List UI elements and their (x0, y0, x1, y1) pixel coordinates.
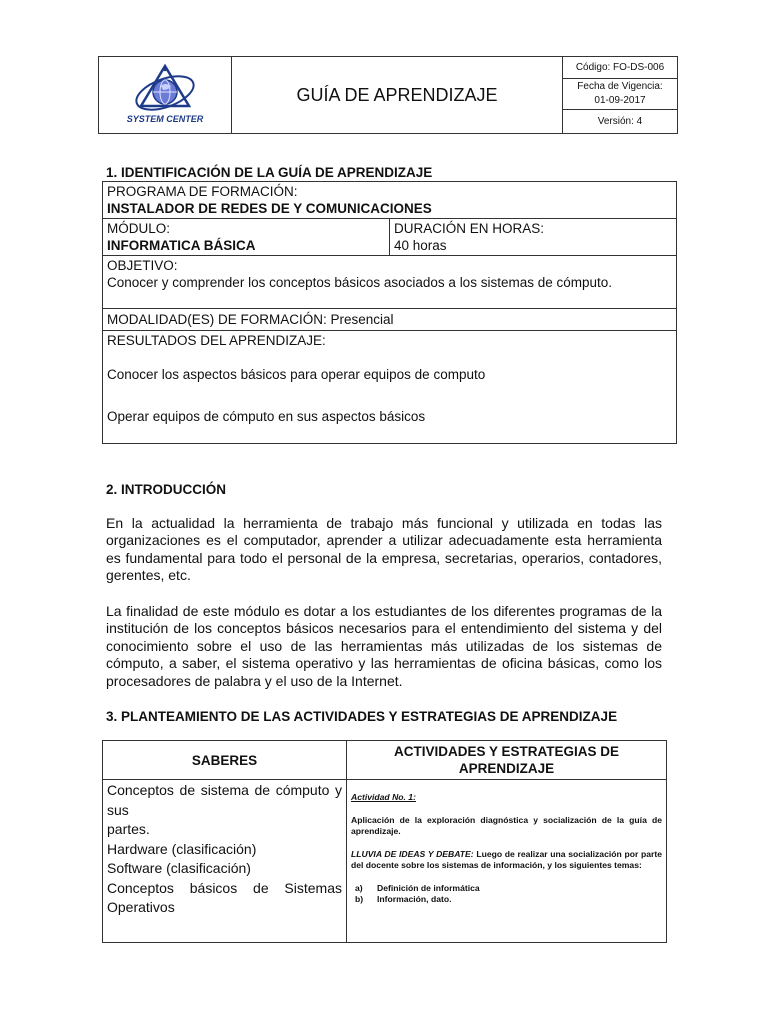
document-code: Código: FO-DS-006 (563, 57, 678, 79)
system-center-logo (117, 60, 213, 126)
section1-heading: 1. IDENTIFICACIÓN DE LA GUÍA DE APRENDIZAJE (106, 165, 433, 180)
activities-table (102, 740, 667, 943)
saberes-line: Conceptos básicos de Sistemas (107, 879, 342, 896)
objective-value: Conocer y comprender los conceptos básicos asociados a los sistemas de cómputo. (107, 275, 613, 290)
program-value: INSTALADOR DE REDES DE Y COMUNICACIONES (107, 201, 432, 216)
saberes-line: Hardware (clasificación) (107, 840, 257, 857)
document-header (98, 56, 678, 134)
list-marker: a) (355, 882, 363, 893)
saberes-line: partes. (107, 821, 150, 837)
activity-strategy (351, 849, 662, 872)
results-cell (103, 331, 677, 444)
module-cell (103, 219, 390, 256)
result-item: Conocer los aspectos básicos para operar equipos de computo (107, 367, 486, 382)
saberes-cell (103, 780, 347, 943)
activities-cell (347, 780, 667, 943)
intro-paragraph: La finalidad de este módulo es dotar a los estudiantes de los diferentes programas de la institución de los conceptos básicos necesarios para el entendimiento del sistema y del conocimiento sobre el uso de las herramientas más utilizadas de los sistemas de cómputo, a saber, el sistema operativo y las herramientas de oficina básicas, como los procesadores de palabra y el uso de la Internet. (106, 603, 662, 689)
strategy-text: Luego de realizar una socialización por parte del docente sobre los sistemas de información, y los siguientes temas: (351, 848, 662, 870)
section3-heading: 3. PLANTEAMIENTO DE LAS ACTIVIDADES Y ESTRATEGIAS DE APRENDIZAJE (106, 709, 618, 724)
strategy-label: LLUVIA DE IDEAS Y DEBATE: (351, 848, 474, 859)
logo-cell (99, 57, 232, 134)
list-item-text: Definición de informática (377, 882, 480, 893)
validity-cell (563, 79, 678, 110)
duration-value: 40 horas (394, 238, 447, 253)
objective-cell (103, 256, 677, 309)
results-label: RESULTADOS DEL APRENDIZAJE: (107, 333, 326, 348)
list-marker: b) (355, 894, 364, 904)
column-header-actividades: ACTIVIDADES Y ESTRATEGIAS DE APRENDIZAJE (347, 741, 667, 780)
validity-date: 01-09-2017 (594, 95, 646, 106)
list-item (355, 894, 662, 906)
intro-paragraph: En la actualidad la herramienta de trabajo más funcional y utilizada en todas las organizaciones es el computador, aprender a utilizar adecuadamente esta herramienta es fundamental para todo el personal de la empresa, secretarias, operarios, contadores, gerentes, etc. (106, 515, 662, 584)
section2-heading: 2. INTRODUCCIÓN (106, 482, 227, 497)
program-cell (103, 182, 677, 219)
program-label: PROGRAMA DE FORMACIÓN: (107, 184, 298, 199)
list-item-text: Información, dato. (377, 894, 452, 904)
duration-label: DURACIÓN EN HORAS: (394, 221, 545, 236)
modality-cell: MODALIDAD(ES) DE FORMACIÓN: Presencial (103, 309, 677, 331)
activity-description: Aplicación de la exploración diagnóstica y socialización de la guía de aprendizaje. (351, 814, 662, 836)
saberes-line: Conceptos de sistema de cómputo y sus (107, 782, 342, 818)
activity-title: Actividad No. 1: (351, 792, 416, 802)
result-item: Operar equipos de cómputo en sus aspectos básicos (107, 409, 426, 424)
module-label: MÓDULO: (107, 221, 171, 236)
document-title: GUÍA DE APRENDIZAJE (232, 57, 563, 134)
objective-label: OBJETIVO: (107, 258, 178, 273)
saberes-line: Software (clasificación) (107, 860, 251, 876)
module-value: INFORMATICA BÁSICA (107, 238, 256, 253)
document-version: Versión: 4 (563, 110, 678, 134)
logo-text: SYSTEM CENTER (126, 113, 204, 124)
list-item (355, 882, 662, 895)
saberes-line: Operativos (107, 899, 175, 915)
identification-table (102, 181, 677, 444)
duration-cell (390, 219, 677, 256)
column-header-saberes: SABERES (103, 741, 347, 780)
activity-topic-list (351, 883, 662, 906)
validity-label: Fecha de Vigencia: (577, 81, 663, 92)
